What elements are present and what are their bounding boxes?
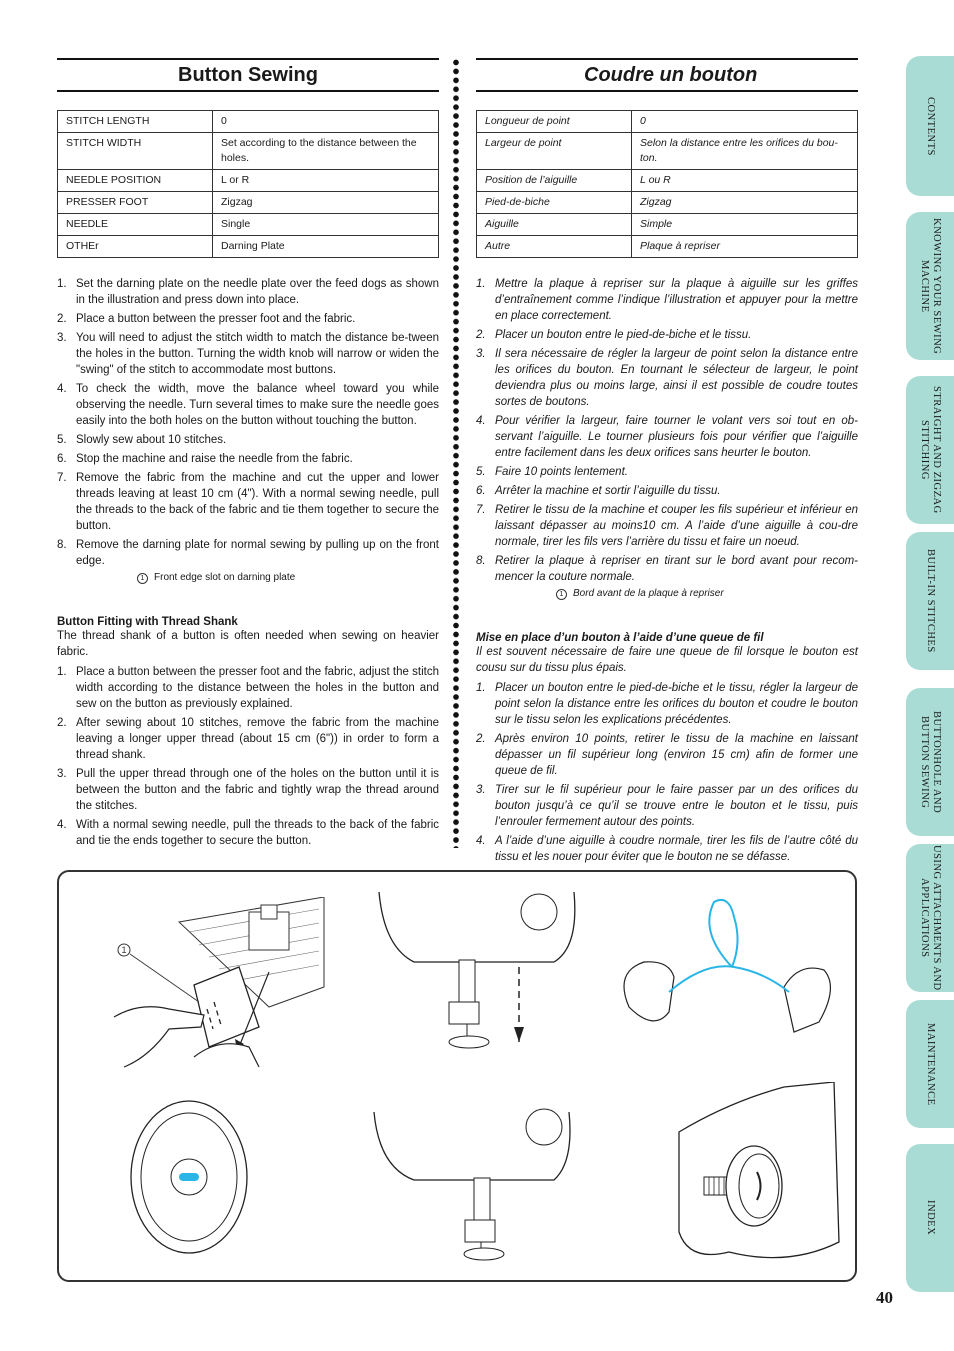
- step-text: Placer un bouton entre le pied-de-biche et le tissu, régler la largeur de point selon la distance entre les orifices du bouton et coudre le bouton sur le tissu selon les explications précédentes.: [495, 682, 858, 726]
- step-item: [57, 766, 439, 814]
- illustration-panel: [57, 870, 857, 1282]
- title-bar-en: [57, 58, 439, 92]
- section-tab-label: CONTENTS: [925, 96, 936, 156]
- step-number: 5.: [57, 434, 67, 446]
- setting-value: Selon la distance entre les orifices du bou-ton.: [632, 133, 858, 170]
- section-tab[interactable]: [906, 56, 954, 196]
- step-text: Tirer sur le fil supérieur pour le faire passer par un des orifices du bouton jusqu’à ce qu’il se trouve entre le bouton et le tissu, puis l’enrouler fermement autour des points.: [495, 784, 858, 828]
- step-item: [57, 381, 439, 429]
- setting-name: Aiguille: [477, 214, 632, 236]
- step-text: Place a button between the presser foot and the fabric, adjust the stitch width according to the distance between the holes in the button and sew on the button as previously explained.: [76, 666, 439, 710]
- english-column: [57, 58, 439, 852]
- step-number: 2.: [57, 717, 67, 729]
- step-item: [57, 817, 439, 849]
- settings-row: [58, 170, 439, 192]
- settings-row: [58, 236, 439, 258]
- section-tab-label: USING ATTACHMENTS AND APPLICATIONS: [919, 845, 942, 991]
- setting-name: STITCH WIDTH: [58, 133, 213, 170]
- section-tab-label: INDEX: [925, 1200, 936, 1236]
- callout-number-icon: 1: [556, 589, 567, 600]
- step-number: 3.: [476, 784, 486, 796]
- step-item: [476, 553, 858, 585]
- step-item: [57, 311, 439, 327]
- step-number: 1.: [57, 278, 67, 290]
- step-item: [476, 782, 858, 830]
- setting-value: 0: [632, 111, 858, 133]
- section-tab[interactable]: [906, 688, 954, 836]
- section-tab-label: KNOWING YOUR SEWING MACHINE: [919, 217, 942, 355]
- column-divider-dots: [452, 58, 460, 848]
- button-top-view-illustration: [129, 1097, 249, 1257]
- figure-callout-number: 1: [121, 945, 127, 955]
- step-number: 4.: [57, 383, 67, 395]
- setting-value: 0: [213, 111, 439, 133]
- setting-value: L or R: [213, 170, 439, 192]
- settings-row: [477, 111, 858, 133]
- step-item: [57, 276, 439, 308]
- settings-row: [58, 133, 439, 170]
- section-tab[interactable]: [906, 532, 954, 670]
- step-number: 2.: [476, 733, 486, 745]
- step-number: 6.: [476, 485, 486, 497]
- step-number: 8.: [57, 539, 67, 551]
- step-number: 8.: [476, 555, 486, 567]
- step-text: Stop the machine and raise the needle from the fabric.: [76, 453, 353, 465]
- step-number: 4.: [57, 819, 67, 831]
- setting-value: Plaque à repriser: [632, 236, 858, 258]
- step-number: 4.: [476, 835, 486, 847]
- step-text: Après environ 10 points, retirer le tissu de la machine en laissant dépasser un fil supérieur long (environ 15 cm) afin de former une queue de fil.: [495, 733, 858, 777]
- step-number: 1.: [476, 682, 486, 694]
- thread-shank-hands-illustration: [614, 892, 839, 1042]
- step-text: Mettre la plaque à repriser sur la plaque à aiguille sur les griffes d’entraînement comme l’indique l’illustration et appuyer pour la mettre en place correctement.: [495, 278, 858, 322]
- step-text: Faire 10 points lentement.: [495, 466, 628, 478]
- setting-name: Position de l’aiguille: [477, 170, 632, 192]
- setting-value: Zigzag: [632, 192, 858, 214]
- step-item: [476, 327, 858, 343]
- subsection-steps-fr: [476, 680, 858, 865]
- step-item: [57, 432, 439, 448]
- step-item: [476, 276, 858, 324]
- settings-row: [477, 192, 858, 214]
- setting-name: NEEDLE: [58, 214, 213, 236]
- section-tab-label: BUTTONHOLE AND BUTTON SEWING: [919, 710, 942, 814]
- step-text: Retirer la plaque à repriser en tirant sur le bord avant pour recom-mencer la couture normale.: [495, 555, 858, 583]
- settings-row: [477, 133, 858, 170]
- section-tab[interactable]: [906, 1144, 954, 1292]
- step-item: [476, 502, 858, 550]
- subsection-intro-fr: Il est souvent nécessaire de faire une queue de fil lorsque le bouton est cousu sur du tissu plus épais.: [476, 646, 858, 674]
- step-text: Retirer le tissu de la machine et couper les fils supérieur et inférieur en laissant dépasser au moins10 cm. A l’aide d’une aiguille à cou-dre normale, tirer les fils vers l’arrière du tissu et faire un noeud.: [495, 504, 858, 548]
- settings-table-en: [57, 110, 439, 258]
- step-number: 3.: [57, 332, 67, 344]
- step-text: After sewing about 10 stitches, remove the fabric from the machine leaving a longer upper thread (about 15 cm (6")) in order to form a thread shank.: [76, 717, 439, 761]
- section-tab[interactable]: [906, 844, 954, 992]
- setting-value: Zigzag: [213, 192, 439, 214]
- step-item: [476, 680, 858, 728]
- step-item: [476, 833, 858, 865]
- step-text: Remove the fabric from the machine and cut the upper and lower threads leaving at least 10 cm (4"). With a normal sewing needle, pull the threads to the back of the fabric and tie them together to secure the button.: [76, 472, 439, 532]
- setting-name: STITCH LENGTH: [58, 111, 213, 133]
- step-text: To check the width, move the balance wheel toward you while observing the needle. Turn several times to make sure the needle goes easily into the both holes on the button without touching the button.: [76, 383, 439, 427]
- setting-value: Single: [213, 214, 439, 236]
- step-text: With a normal sewing needle, pull the threads to the back of the fabric and tie the ends together to secure the button.: [76, 819, 439, 847]
- step-number: 6.: [57, 453, 67, 465]
- steps-list-fr: [476, 276, 858, 585]
- step-number: 2.: [57, 313, 67, 325]
- step-item: [57, 451, 439, 467]
- button-on-fabric-illustration: [669, 1082, 849, 1267]
- page-title-fr: Coudre un bouton: [584, 63, 758, 86]
- step-number: 4.: [476, 415, 486, 427]
- step-text: Place a button between the presser foot and the fabric.: [76, 313, 356, 325]
- section-tab-label: STRAIGHT AND ZIGZAG STITCHING: [919, 386, 942, 514]
- sewing-machine-needle-illustration: [374, 892, 589, 1052]
- step-number: 7.: [57, 472, 67, 484]
- step-item: [476, 483, 858, 499]
- section-tab[interactable]: [906, 1000, 954, 1128]
- step-number: 2.: [476, 329, 486, 341]
- step-text: Remove the darning plate for normal sewing by pulling up on the front edge.: [76, 539, 439, 567]
- settings-row: [477, 214, 858, 236]
- step-item: [476, 346, 858, 410]
- setting-name: Pied-de-biche: [477, 192, 632, 214]
- step-item: [57, 537, 439, 569]
- subsection-steps-en: [57, 664, 439, 849]
- section-tab[interactable]: [906, 376, 954, 524]
- setting-name: PRESSER FOOT: [58, 192, 213, 214]
- setting-name: Largeur de point: [477, 133, 632, 170]
- subsection-title-fr: Mise en place d’un bouton à l’aide d’une queue de fil: [476, 632, 764, 644]
- setting-value: Set according to the distance between the holes.: [213, 133, 439, 170]
- section-tab-label: MAINTENANCE: [925, 1022, 936, 1106]
- step-text: Placer un bouton entre le pied-de-biche et le tissu.: [495, 329, 752, 341]
- step-number: 5.: [476, 466, 486, 478]
- step-text: Slowly sew about 10 stitches.: [76, 434, 227, 446]
- setting-name: Longueur de point: [477, 111, 632, 133]
- figure-note-fr: 1 Bord avant de la plaque à repriser: [476, 588, 858, 600]
- step-item: [57, 470, 439, 534]
- setting-name: NEEDLE POSITION: [58, 170, 213, 192]
- step-text: Il sera nécessaire de régler la largeur de point selon la distance entre les orifices du bouton. En tournant le sélecteur de largeur, le point deviendra plus ou moins large, ainsi il est possible de coudre toutes sortes de boutons.: [495, 348, 858, 408]
- step-text: Set the darning plate on the needle plate over the feed dogs as shown in the illustration and press down into place.: [76, 278, 439, 306]
- setting-value: L ou R: [632, 170, 858, 192]
- darning-plate-illustration: [109, 897, 334, 1077]
- setting-value: Simple: [632, 214, 858, 236]
- step-text: Pour vérifier la largeur, faire tourner le volant vers soi tout en ob-servant l’aiguille. Le tourner plusieurs fois pour vérifier que l’aiguille entre facilement dans les deux orifices sans heurter le bouton.: [495, 415, 858, 459]
- page-title-en: Button Sewing: [178, 63, 318, 86]
- step-item: [476, 464, 858, 480]
- french-column: [476, 58, 858, 868]
- setting-name: OTHEr: [58, 236, 213, 258]
- step-item: [57, 664, 439, 712]
- settings-row: [58, 111, 439, 133]
- step-item: [476, 413, 858, 461]
- setting-value: Darning Plate: [213, 236, 439, 258]
- sewing-machine-foot-illustration: [369, 1102, 584, 1267]
- settings-row: [477, 236, 858, 258]
- settings-table-fr: [476, 110, 858, 258]
- settings-row: [58, 214, 439, 236]
- step-item: [476, 731, 858, 779]
- step-item: [57, 330, 439, 378]
- settings-row: [58, 192, 439, 214]
- step-number: 7.: [476, 504, 486, 516]
- step-text: Arrêter la machine et sortir l’aiguille du tissu.: [495, 485, 721, 497]
- step-number: 1.: [57, 666, 67, 678]
- step-number: 3.: [476, 348, 486, 360]
- subsection-intro-en: The thread shank of a button is often needed when sewing on heavier fabric.: [57, 630, 439, 658]
- step-text: A l’aide d’une aiguille à coudre normale, tirer les fils de l’autre côté du tissu et les nouer pour éviter que le bouton ne se défasse.: [495, 835, 858, 863]
- step-text: You will need to adjust the stitch width to match the distance be-tween the holes in the button. Turning the width knob will narrow or widen the "swing" of the stitch to accommodate most buttons.: [76, 332, 439, 376]
- setting-name: Autre: [477, 236, 632, 258]
- settings-row: [477, 170, 858, 192]
- figure-note-en: 1 Front edge slot on darning plate: [57, 572, 439, 584]
- step-number: 3.: [57, 768, 67, 780]
- section-tab[interactable]: [906, 212, 954, 360]
- subsection-title-en: Button Fitting with Thread Shank: [57, 616, 238, 628]
- callout-number-icon: 1: [137, 573, 148, 584]
- section-tab-label: BUILT-IN STITCHES: [925, 549, 936, 653]
- step-text: Pull the upper thread through one of the holes on the button until it is between the button and the fabric and tightly wrap the thread around the stitches.: [76, 768, 439, 812]
- step-number: 1.: [476, 278, 486, 290]
- page-number: 40: [876, 1288, 893, 1307]
- step-item: [57, 715, 439, 763]
- title-bar-fr: [476, 58, 858, 92]
- steps-list-en: [57, 276, 439, 569]
